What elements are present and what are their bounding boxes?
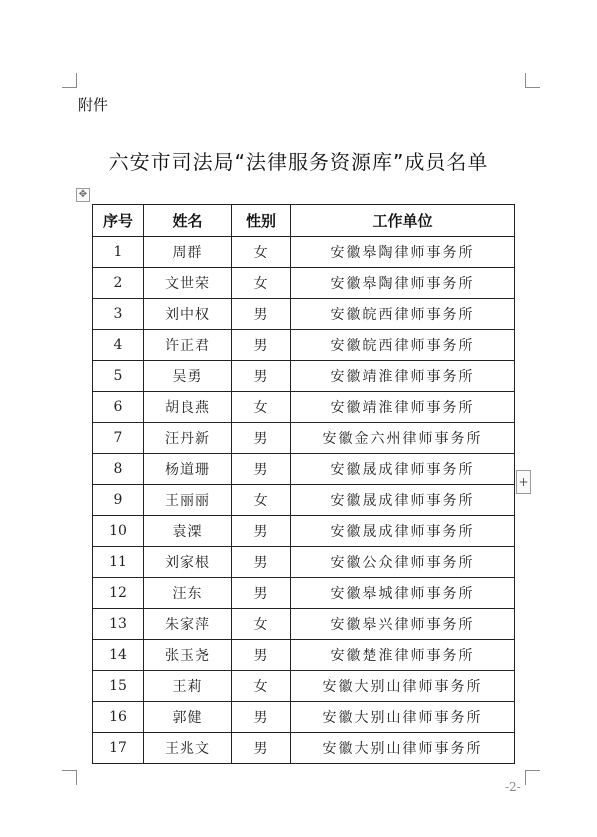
cell-index: 7 (93, 423, 144, 454)
cell-gender: 男 (232, 361, 291, 392)
cell-index: 6 (93, 392, 144, 423)
cell-name: 刘中权 (144, 299, 232, 330)
cell-workplace: 安徽皋城律师事务所 (291, 578, 515, 609)
cell-name: 许正君 (144, 330, 232, 361)
corner-mark-top-left (62, 73, 77, 88)
cell-workplace: 安徽晟成律师事务所 (291, 485, 515, 516)
cell-gender: 女 (232, 392, 291, 423)
table-row (93, 423, 515, 454)
cell-name: 张玉尧 (144, 640, 232, 671)
table-row (93, 609, 515, 640)
cell-workplace: 安徽晟成律师事务所 (291, 454, 515, 485)
attachment-label: 附件 (78, 96, 109, 114)
cell-index: 12 (93, 578, 144, 609)
cell-gender: 男 (232, 733, 291, 764)
table-row (93, 361, 515, 392)
cell-gender: 男 (232, 547, 291, 578)
cell-index: 9 (93, 485, 144, 516)
cell-name: 王兆文 (144, 733, 232, 764)
cell-name: 袁溧 (144, 516, 232, 547)
cell-workplace: 安徽靖淮律师事务所 (291, 361, 515, 392)
cell-name: 吴勇 (144, 361, 232, 392)
header-workplace: 工作单位 (291, 205, 515, 237)
header-gender: 性别 (232, 205, 291, 237)
table-row (93, 733, 515, 764)
table-row (93, 237, 515, 268)
cell-index: 14 (93, 640, 144, 671)
cell-workplace: 安徽皖西律师事务所 (291, 330, 515, 361)
cell-workplace: 安徽靖淮律师事务所 (291, 392, 515, 423)
cell-name: 朱家萍 (144, 609, 232, 640)
plus-icon[interactable]: + (516, 470, 531, 494)
cell-gender: 男 (232, 454, 291, 485)
cell-index: 4 (93, 330, 144, 361)
table-row (93, 330, 515, 361)
cell-workplace: 安徽皖西律师事务所 (291, 299, 515, 330)
cell-name: 王丽丽 (144, 485, 232, 516)
corner-mark-bottom-left (62, 770, 77, 785)
cell-index: 11 (93, 547, 144, 578)
cell-name: 郭健 (144, 702, 232, 733)
cell-workplace: 安徽楚淮律师事务所 (291, 640, 515, 671)
table-row (93, 299, 515, 330)
table-row (93, 578, 515, 609)
cell-name: 杨道珊 (144, 454, 232, 485)
corner-mark-top-right (525, 73, 540, 88)
cell-index: 15 (93, 671, 144, 702)
cell-gender: 男 (232, 299, 291, 330)
cell-name: 汪东 (144, 578, 232, 609)
header-name: 姓名 (144, 205, 232, 237)
table-header-row (93, 205, 515, 237)
table-row (93, 547, 515, 578)
cell-workplace: 安徽金六州律师事务所 (291, 423, 515, 454)
cell-workplace: 安徽晟成律师事务所 (291, 516, 515, 547)
cell-gender: 男 (232, 423, 291, 454)
cell-gender: 男 (232, 330, 291, 361)
members-table (92, 204, 515, 764)
table-row (93, 702, 515, 733)
table-row (93, 454, 515, 485)
cell-name: 文世荣 (144, 268, 232, 299)
cell-index: 10 (93, 516, 144, 547)
page-number: -2- (505, 780, 521, 794)
cell-workplace: 安徽皋陶律师事务所 (291, 268, 515, 299)
table-row (93, 516, 515, 547)
cell-workplace: 安徽大别山律师事务所 (291, 702, 515, 733)
cell-workplace: 安徽大别山律师事务所 (291, 733, 515, 764)
cell-index: 1 (93, 237, 144, 268)
table-row (93, 640, 515, 671)
table-row (93, 392, 515, 423)
cell-index: 16 (93, 702, 144, 733)
header-index: 序号 (93, 205, 144, 237)
cell-name: 周群 (144, 237, 232, 268)
cell-gender: 女 (232, 671, 291, 702)
cell-index: 2 (93, 268, 144, 299)
table-row (93, 671, 515, 702)
document-title: 六安市司法局“法律服务资源库”成员名单 (108, 150, 489, 174)
cell-name: 刘家根 (144, 547, 232, 578)
cell-name: 胡良燕 (144, 392, 232, 423)
cell-index: 13 (93, 609, 144, 640)
cell-workplace: 安徽皋兴律师事务所 (291, 609, 515, 640)
cell-gender: 男 (232, 640, 291, 671)
cell-index: 5 (93, 361, 144, 392)
cell-index: 8 (93, 454, 144, 485)
table-row (93, 268, 515, 299)
cell-workplace: 安徽大别山律师事务所 (291, 671, 515, 702)
cell-gender: 男 (232, 578, 291, 609)
table-row (93, 485, 515, 516)
cell-workplace: 安徽公众律师事务所 (291, 547, 515, 578)
cell-index: 17 (93, 733, 144, 764)
cell-name: 汪丹新 (144, 423, 232, 454)
cell-gender: 女 (232, 609, 291, 640)
cell-workplace: 安徽皋陶律师事务所 (291, 237, 515, 268)
cell-gender: 男 (232, 516, 291, 547)
cell-index: 3 (93, 299, 144, 330)
cell-gender: 女 (232, 485, 291, 516)
cell-name: 王莉 (144, 671, 232, 702)
corner-mark-bottom-right (525, 770, 540, 785)
cell-gender: 女 (232, 268, 291, 299)
move-icon[interactable]: ✥ (76, 188, 90, 202)
cell-gender: 男 (232, 702, 291, 733)
cell-gender: 女 (232, 237, 291, 268)
